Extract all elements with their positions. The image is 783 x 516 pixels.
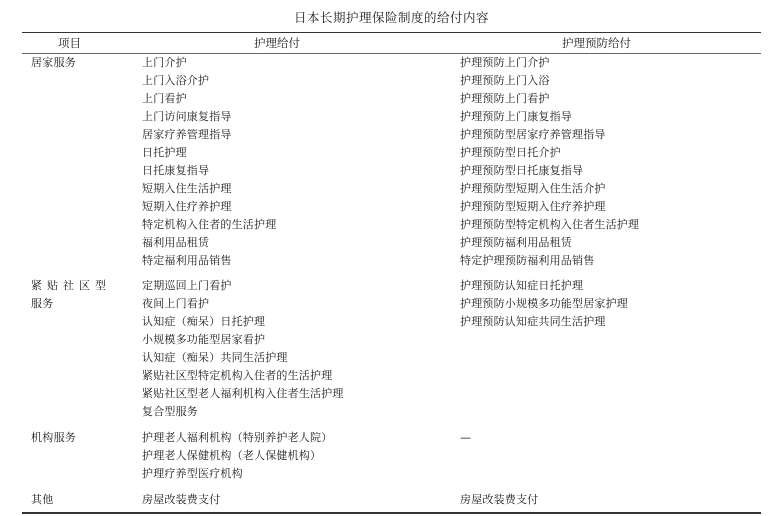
list-item: 护理预防认知症日托护理: [460, 279, 584, 292]
list-item: 护理预防型居家疗养管理指导: [460, 128, 606, 141]
list-item: 紧贴社区型特定机构入住者的生活护理: [142, 369, 333, 382]
list-item: 短期入住生活护理: [142, 182, 232, 195]
list-item: 上门介护: [142, 56, 187, 69]
list-item: 上门入浴介护: [142, 74, 210, 87]
list-item: 复合型服务: [142, 405, 198, 418]
list-item: 护理预防上门看护: [460, 92, 550, 105]
category-line-2: 服务: [31, 297, 54, 310]
list-item: 护理预防小规模多功能型居家护理: [460, 297, 628, 310]
care-list-home: [142, 54, 276, 270]
category-line-1: 紧贴社区型: [31, 279, 111, 292]
list-item: 护理预防福利用品租赁: [460, 236, 572, 249]
table-header-rule: [22, 53, 761, 54]
list-item: 护理预防上门入浴: [460, 74, 550, 87]
list-item: 护理老人福利机构（特别养护老人院）: [142, 431, 333, 444]
list-item: 定期巡回上门看护: [142, 279, 232, 292]
list-item: 上门看护: [142, 92, 187, 105]
table-title: 日本长期护理保险制度的给付内容: [293, 10, 489, 25]
table-top-rule: [22, 32, 761, 33]
list-item: 紧贴社区型老人福利机构入住者生活护理: [142, 387, 344, 400]
category-facility-services: 机构服务: [31, 431, 77, 444]
header-care: 护理给付: [254, 36, 300, 50]
list-item: 护理预防型日托康复指导: [460, 164, 584, 177]
list-item: 特定福利用品销售: [142, 254, 232, 267]
list-item: 福利用品租赁: [142, 236, 210, 249]
care-list-community: [142, 277, 344, 421]
list-item: 日托康复指导: [142, 164, 210, 177]
list-item: 居家疗养管理指导: [142, 128, 232, 141]
prevent-list-other: [460, 491, 538, 509]
list-item: 特定护理预防福利用品销售: [460, 254, 595, 267]
care-list-facility: [142, 429, 332, 483]
list-item: 认知症（痴呆）日托护理: [142, 315, 266, 328]
list-item: 小规模多功能型居家看护: [142, 333, 266, 346]
list-item: 日托护理: [142, 146, 187, 159]
list-item: 夜间上门看护: [142, 297, 210, 310]
list-item: 护理预防型短期入住疗养护理: [460, 200, 606, 213]
list-item: 上门访问康复指导: [142, 110, 232, 123]
category-community-services: [31, 277, 121, 313]
list-item: 护理预防认知症共同生活护理: [460, 315, 606, 328]
list-item: 房屋改装费支付: [460, 493, 539, 506]
category-other: 其他: [31, 493, 54, 506]
list-item: 护理预防上门康复指导: [460, 110, 572, 123]
list-item: 护理预防型特定机构入住者生活护理: [460, 218, 640, 231]
list-item: 认知症（痴呆）共同生活护理: [142, 351, 288, 364]
list-item: 护理老人保健机构（老人保健机构）: [142, 449, 322, 462]
list-item: 短期入住疗养护理: [142, 200, 232, 213]
category-home-services: 居家服务: [31, 56, 77, 69]
care-list-other: [142, 491, 220, 509]
list-item: —: [460, 431, 472, 444]
prevent-list-facility: [460, 429, 471, 447]
table-bottom-rule: [22, 512, 761, 514]
list-item: 特定机构入住者的生活护理: [142, 218, 277, 231]
list-item: 护理预防型日托介护: [460, 146, 561, 159]
header-item: 项目: [58, 36, 81, 50]
prevent-list-home: [460, 54, 639, 270]
list-item: 房屋改装费支付: [142, 493, 221, 506]
prevent-list-community: [460, 277, 628, 331]
list-item: 护理预防型短期入住生活介护: [460, 182, 606, 195]
list-item: 护理疗养型医疗机构: [142, 467, 243, 480]
header-prevent: 护理预防给付: [562, 36, 631, 50]
list-item: 护理预防上门介护: [460, 56, 550, 69]
